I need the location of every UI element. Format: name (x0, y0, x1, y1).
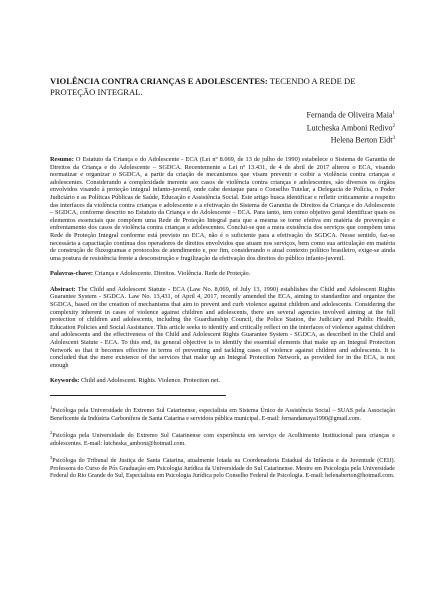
abstract-label: Abstract: (50, 285, 76, 293)
title-rest: TECENDO A REDE DE PROTEÇÃO INTEGRAL. (50, 76, 356, 97)
palavras-chave-text: Criança e Adolescente. Direitos. Violência. Rede de Proteção. (93, 270, 251, 278)
keywords-paragraph (50, 377, 395, 385)
palavras-chave-label: Palavras-chave: (50, 270, 94, 278)
resumo-label: Resumo: (50, 155, 74, 163)
footnote-divider (50, 395, 226, 396)
author-3: Helena Berton Eidt$^3$ (330, 135, 395, 145)
palavras-chave-paragraph (50, 270, 395, 278)
abstract-text: The Child and Adolescent Statute - ECA (Law No. 8,069, of July 13, 1990) establishes the Child and Adolescent Rights Guarantee System - SGDCA. Law No. 13,431, of April 4, 2017, recently amended the ECA, aiming to standardize and organize the SGDCA, based on the creation of mechanisms that aim to prevent and curb violence against children and adolescents. Considering the complexity inherent in cases of violence against children and adolescents, there are several agencies involved aiming at the full protection of children and adolescents, including the Guardianship Council, the Police Station, the Judiciary and Public Health, Education Policies and Social Assistance. This article seeks to identify and critically reflect on the interfaces of violence against children and adolescents and the effectiveness of the Child and Adolescent Rights Guarantee System - SGDCA, as described in the Child and Adolescent Statute - ECA. To this end, its general objective is to identify the essential elements that make up an Integral Protection Network so that it becomes effective in terms of preventing and tackling cases of violence against children and adolescents. It is concluded that the mere existence of the services that make up an Integral Protection Network, as provided for in the ECA, is not enough (50, 285, 395, 369)
footnote-1: $^1$Psicóloga pela Universidade do Extremo Sul Catarinense, especialista em Sistema Único de Assistência Social – SUAS pela Associação Beneficente da Indústria Carbonífera de Santa Catarina e servidora pública municipal. E-mail: fernandamaya1990@gmail.com. (50, 405, 395, 422)
author-1: Fernanda de Oliveira Maia$^1$ (306, 110, 395, 120)
keywords-text: Child and Adolescent. Rights. Violence. Protection net. (79, 377, 221, 385)
resumo-paragraph (50, 156, 395, 262)
title-bold: VIOLÊNCIA CONTRA CRIANÇAS E ADOLESCENTES: (50, 76, 268, 86)
resumo-text: O Estatuto da Criança e do Adolescente - ECA (Lei nº 8.069, de 13 de julho de 1990) estabelece o Sistema de Garantia de Direitos da Criança e do Adolescente – SGDCA. Recentemente a Lei nº 13.431, de 4 de abril de 2017 alterou o ECA, visando normatizar e organizar o SGDCA, a partir da criação de mecanismos que visam prevenir e coibir a violência contra crianças e adolescentes. Considerando a complexidade inerente aos casos de violência contra crianças e adolescentes, são diversos os órgãos envolvidos visando à proteção integral infanto-juvenil, onde cabe destaque para o Conselho Tutelar, a Delegacia de Polícia, o Poder Judiciário e as Políticas Públicas de Saúde, Educação e Assistência Social. Este artigo busca identificar e refletir criticamente a respeito das interfaces da violência contra crianças e adolescente e a efetivação do Sistema de Garantia de Direitos da Criança e do Adolescente – SGDCA, conforme descrito no Estatuto da Criança e do Adolescente – ECA. Para tanto, tem como objetivo geral identificar quais os elementos essenciais que compõem uma Rede de Proteção Integral para que a mesma se torne efetiva em matéria de prevenção e enfrentamento dos casos de violência contra crianças e adolescentes. Conclui-se que a mera existência dos serviços que compõem uma Rede de Proteção Integral conforme está previsto no ECA, não é o suficiente para a efetivação do SGDCA. Nesse sentido, faz-se necessária a capacitação contínua dos operadores de direitos envolvidos que atuam nos serviços, bem como sua articulação em matéria de construção de fluxogramas e protocolos de atendimento e, por fim, considerando o atual contexto político brasileiro, exige-se ainda uma postura de resistência frente a desconstrução e fragilização da efetivação dos direitos do público infanto-juvenil. (50, 155, 395, 262)
author-list (50, 108, 395, 146)
keywords-label: Keywords: (50, 377, 80, 385)
footnote-2: $^2$Psicóloga pela Universidade do Extremo Sul Catarinense com experiência em serviço de Acolhimento Institucional para crianças e adolescentes. E-mail: lutcheska_amboni@hotmail.com. (50, 430, 395, 447)
article-title (50, 76, 395, 98)
author-2: Lutcheska Amboni Redivo$^2$ (306, 123, 395, 133)
abstract-paragraph (50, 286, 395, 370)
footnote-3: $^3$Psicóloga do Tribunal de Justiça de Santa Catarina, atualmente lotada na Coordenadoria Estadual da Infância e da Juventude (CEIJ). Professora do Curso de Pós Graduação em Psicologia Jurídica da Universidade do Sul Catarinense. Mestre em Psicologia pela Universidade Federal do Rio Grande do Sul, Especialista em Psicologia Jurídica pelo Conselho Federal de Psicologia. E-mail: helenaberton@hotmail.com. (50, 455, 395, 480)
